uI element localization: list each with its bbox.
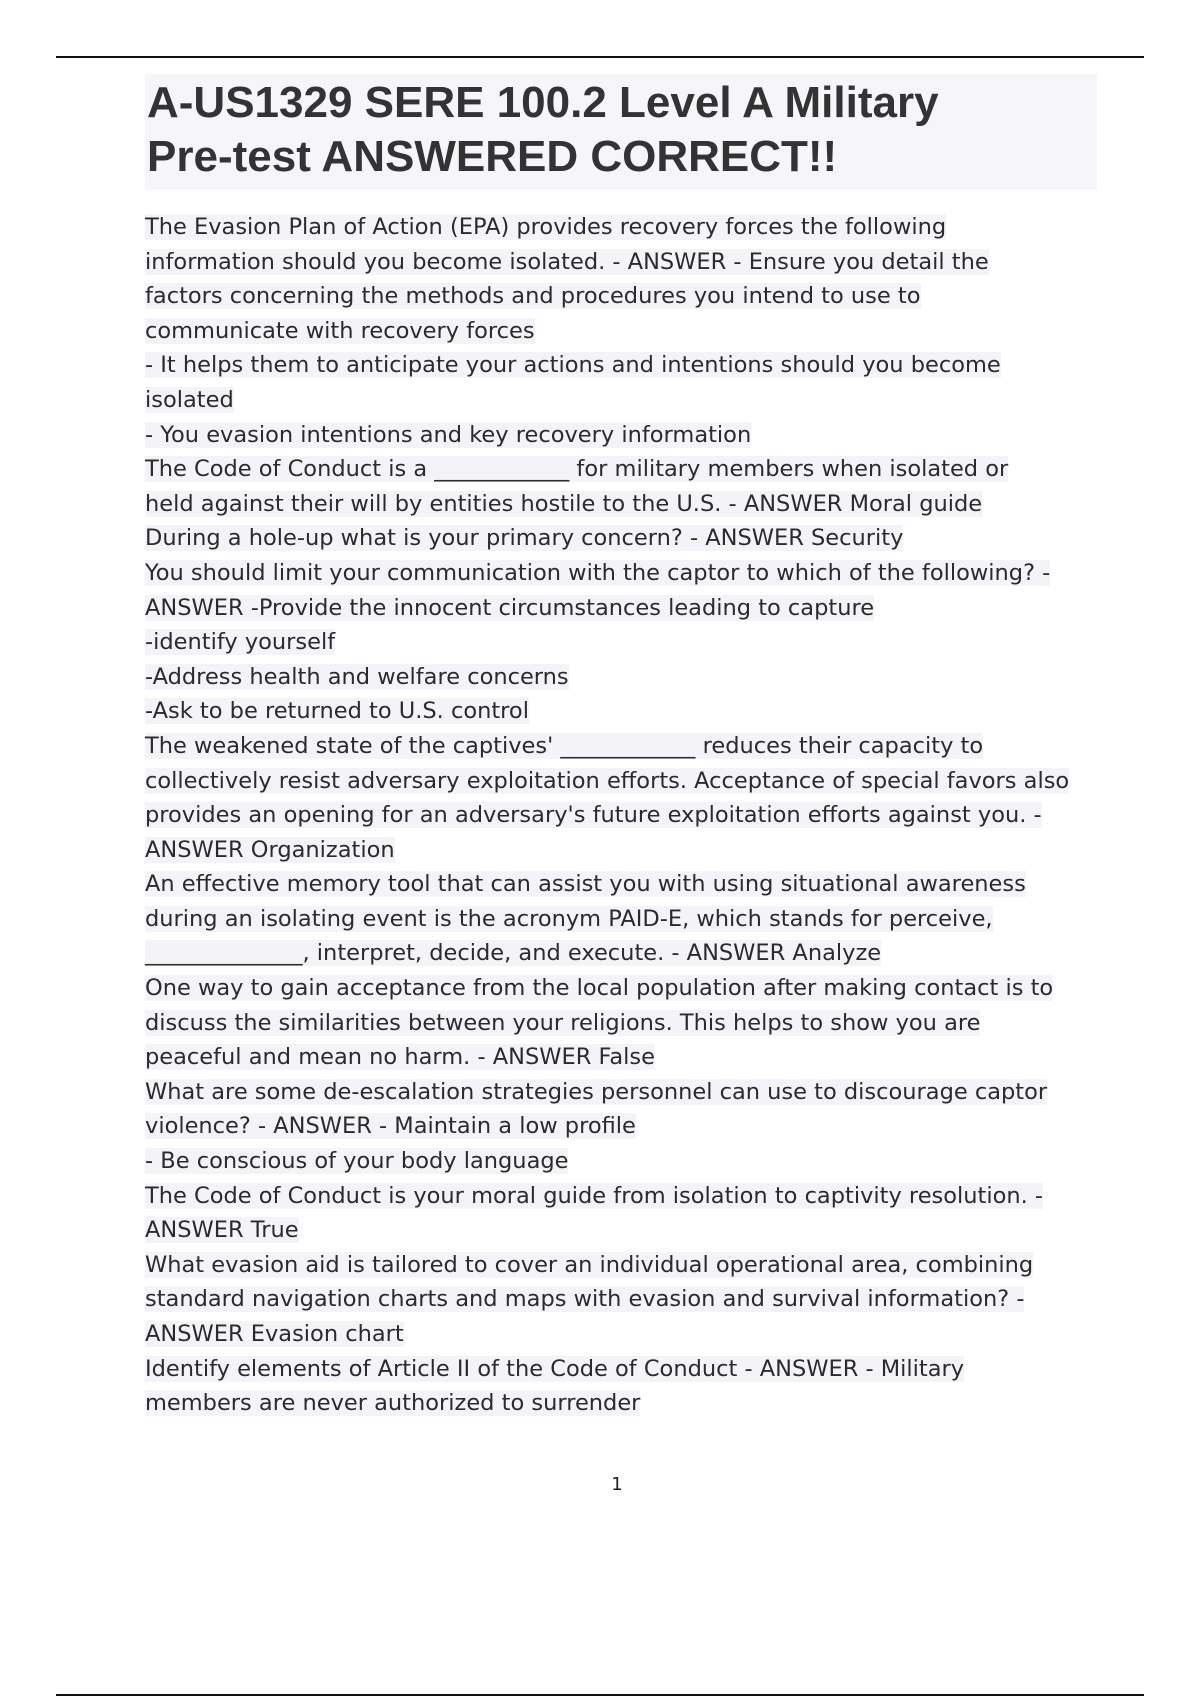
text-line: - It helps them to anticipate your actions and intentions should you become (145, 352, 1001, 379)
text-line: What evasion aid is tailored to cover an individual operational area, combining (145, 1251, 1034, 1278)
text-line: standard navigation charts and maps with evasion and survival information? - (145, 1286, 1025, 1313)
text-line: information should you become isolated. - ANSWER - Ensure you detail the (145, 248, 989, 275)
text-line: Identify elements of Article II of the Code of Conduct - ANSWER - Military (145, 1355, 965, 1382)
text-line: isolated (145, 386, 234, 413)
text-line: communicate with recovery forces (145, 317, 535, 344)
text-line: You should limit your communication with the captor to which of the following? - (145, 559, 1051, 586)
text-line: ANSWER True (145, 1217, 299, 1244)
text-line: The Code of Conduct is your moral guide from isolation to captivity resolution. - (145, 1182, 1044, 1209)
text-line: - You evasion intentions and key recovery information (145, 421, 752, 448)
text-line: discuss the similarities between your religions. This helps to show you are (145, 1009, 981, 1036)
document-title (145, 74, 1097, 190)
text-line: - Be conscious of your body language (145, 1148, 569, 1175)
text-line: The Evasion Plan of Action (EPA) provides recovery forces the following (145, 214, 947, 240)
text-line: factors concerning the methods and procedures you intend to use to (145, 283, 921, 310)
text-line: violence? - ANSWER - Maintain a low profile (145, 1113, 636, 1140)
text-line: during an isolating event is the acronym PAID-E, which stands for perceive, (145, 905, 993, 932)
text-line: One way to gain acceptance from the local population after making contact is to (145, 975, 1054, 1002)
title-line-2: Pre-test ANSWERED CORRECT!! (147, 132, 838, 181)
bottom-rule (56, 1694, 1144, 1696)
title-line-1: A-US1329 SERE 100.2 Level A Military (147, 78, 939, 127)
text-line: What are some de-escalation strategies personnel can use to discourage captor (145, 1078, 1048, 1105)
page-number: 1 (611, 1474, 623, 1495)
text-line: collectively resist adversary exploitation efforts. Acceptance of special favors also (145, 767, 1070, 794)
text-line: An effective memory tool that can assist you with using situational awareness (145, 871, 1026, 898)
text-line: members are never authorized to surrender (145, 1390, 641, 1417)
top-rule (56, 56, 1144, 58)
text-line: -Ask to be returned to U.S. control (145, 698, 529, 725)
text-line: peaceful and mean no harm. - ANSWER False (145, 1044, 655, 1071)
text-line: held against their will by entities hostile to the U.S. - ANSWER Moral guide (145, 490, 983, 517)
text-line: ANSWER Evasion chart (145, 1321, 404, 1347)
text-line: During a hole-up what is your primary concern? - ANSWER Security (145, 525, 904, 552)
text-line: ANSWER -Provide the innocent circumstances leading to capture (145, 594, 875, 621)
text-line: -Address health and welfare concerns (145, 663, 569, 690)
text-line: ______________, interpret, decide, and execute. - ANSWER Analyze (145, 940, 882, 967)
text-line: -identify yourself (145, 629, 336, 656)
text-line: ANSWER Organization (145, 836, 395, 863)
text-line: The weakened state of the captives' ____________ reduces their capacity to (145, 732, 984, 759)
text-line: The Code of Conduct is a ____________ for military members when isolated or (145, 456, 1009, 483)
document-body (145, 210, 1085, 1421)
text-line: provides an opening for an adversary's future exploitation efforts against you. - (145, 802, 1042, 829)
